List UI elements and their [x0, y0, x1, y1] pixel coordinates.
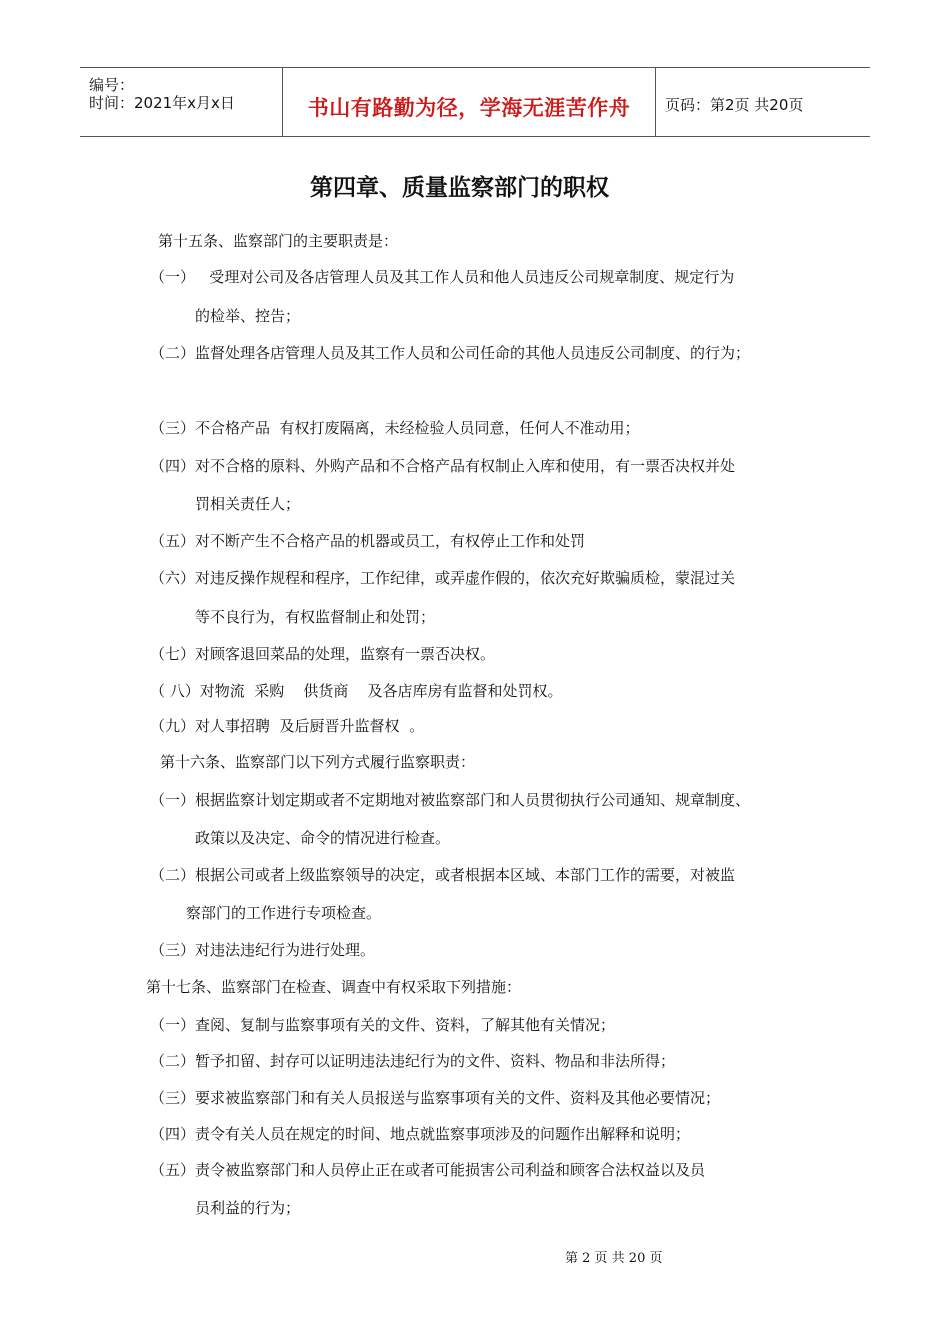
body-line: 等不良行为，有权监督制止和处罚；	[195, 608, 436, 626]
date-label: 时间：2021年x月x日	[89, 94, 235, 112]
page-header	[80, 67, 870, 137]
body-line: （二）根据公司或者上级监察领导的决定，或者根据本区域、本部门工作的需要，对被监	[150, 866, 736, 884]
body-line: 政策以及决定、命令的情况进行检查。	[195, 829, 451, 847]
body-line: （三）要求被监察部门和有关人员报送与监察事项有关的文件、资料及其他必要情况；	[150, 1089, 721, 1107]
body-line: （五）对不断产生不合格产品的机器或员工，有权停止工作和处罚	[150, 532, 586, 550]
page-footer: 第 2 页 共 20 页	[565, 1251, 663, 1266]
body-line: 罚相关责任人；	[195, 495, 301, 513]
body-line: （七）对顾客退回菜品的处理，监察有一票否决权。	[150, 645, 496, 663]
article-heading: 第十五条、监察部门的主要职责是：	[158, 232, 399, 250]
body-line: （一） 受理对公司及各店管理人员及其工作人员和他人员违反公司规章制度、规定行为	[150, 268, 735, 286]
body-line: 的检举、控告；	[195, 307, 301, 325]
header-page-cell	[656, 68, 870, 136]
body-line: （ 八）对物流 采购 供货商 及各店库房有监督和处罚权。	[150, 682, 563, 700]
header-motto-cell	[283, 68, 656, 136]
body-line: 察部门的工作进行专项检查。	[186, 904, 382, 922]
body-line: （一）根据监察计划定期或者不定期地对被监察部门和人员贯彻执行公司通知、规章制度、	[150, 791, 751, 809]
article-heading: 第十七条、监察部门在检查、调查中有权采取下列措施：	[146, 978, 522, 996]
body-line: （二）暂予扣留、封存可以证明违法违纪行为的文件、资料、物品和非法所得；	[150, 1052, 676, 1070]
body-line: （九）对人事招聘 及后厨晋升监督权 。	[150, 717, 425, 735]
body-line: 员利益的行为；	[195, 1199, 301, 1217]
body-line: （六）对违反操作规程和程序，工作纪律，或弄虚作假的，依次充好欺骗质检，蒙混过关	[150, 569, 736, 587]
header-meta-cell	[80, 68, 283, 136]
number-label: 编号：	[89, 76, 135, 94]
body-line: （四）责令有关人员在规定的时间、地点就监察事项涉及的问题作出解释和说明；	[150, 1125, 691, 1143]
chapter-title: 第四章、质量监察部门的职权	[310, 175, 609, 201]
body-line: （二）监督处理各店管理人员及其工作人员和公司任命的其他人员违反公司制度、的行为；	[150, 344, 751, 362]
motto-text: 书山有路勤为径，学海无涯苦作舟	[307, 96, 631, 120]
body-line: （三）不合格产品 有权打废隔离，未经检验人员同意，任何人不准动用；	[150, 419, 640, 437]
body-line: （三）对违法违纪行为进行处理。	[150, 941, 376, 959]
body-line: （一）查阅、复制与监察事项有关的文件、资料，了解其他有关情况；	[150, 1016, 616, 1034]
page-info: 页码：第2页 共20页	[665, 96, 804, 114]
body-line: （五）责令被监察部门和人员停止正在或者可能损害公司利益和顾客合法权益以及员	[150, 1161, 706, 1179]
body-line: （四）对不合格的原料、外购产品和不合格产品有权制止入库和使用，有一票否决权并处	[150, 457, 736, 475]
article-heading: 第十六条、监察部门以下列方式履行监察职责：	[160, 753, 476, 771]
